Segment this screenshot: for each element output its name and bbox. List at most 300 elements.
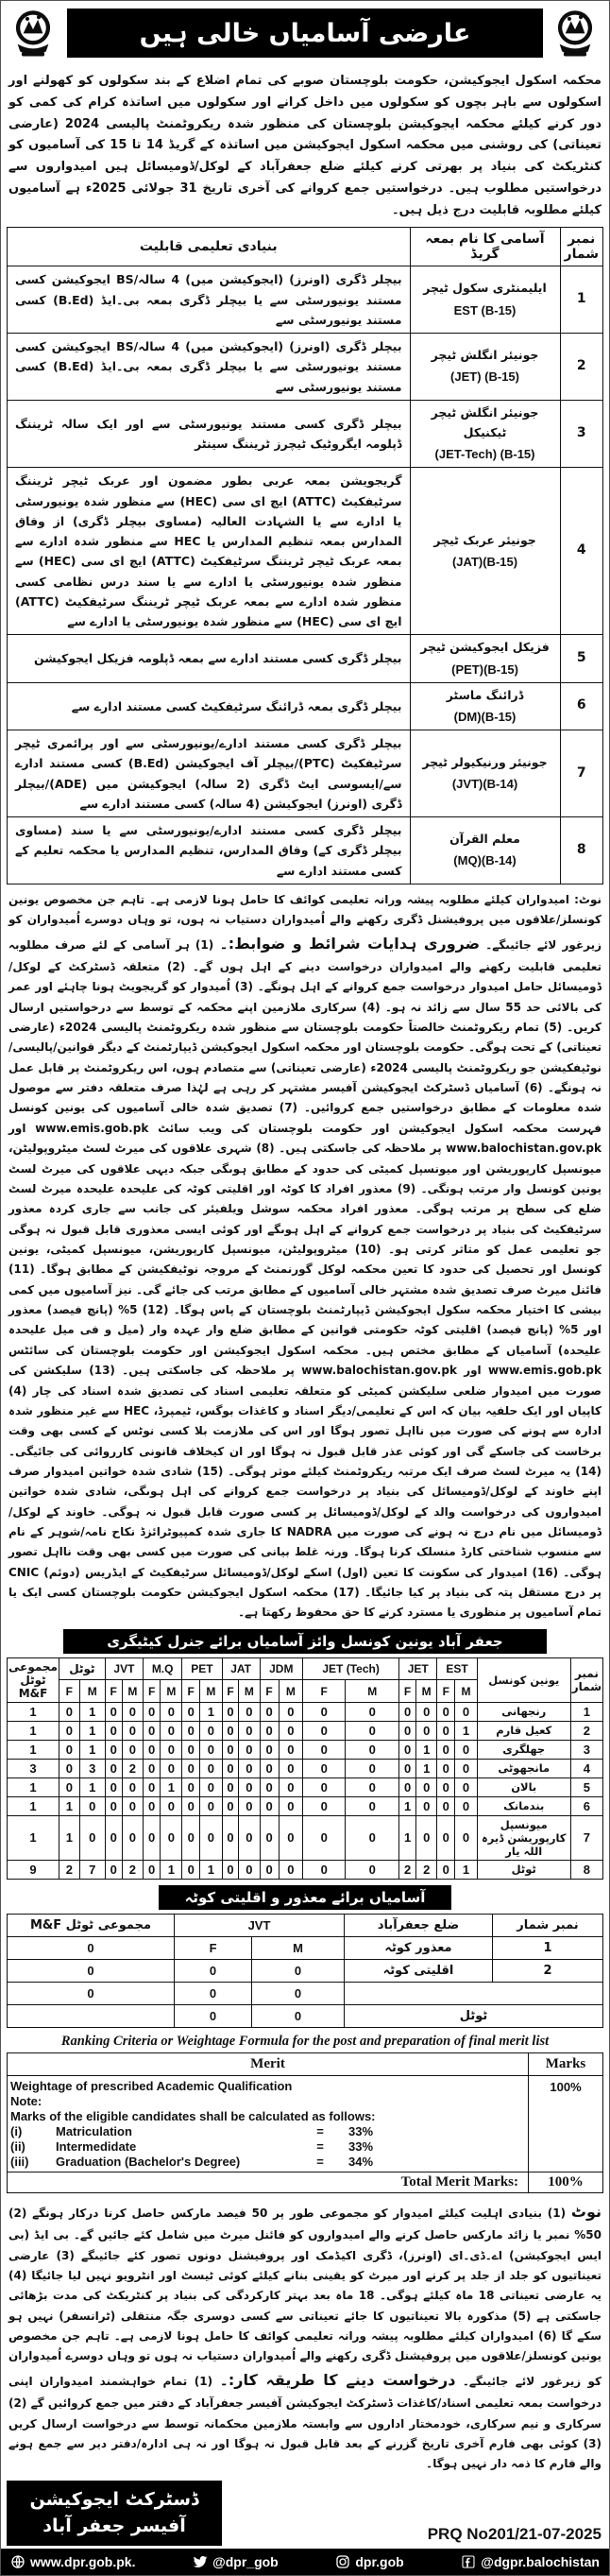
merit-item-no: (iii) <box>10 2154 29 2169</box>
uc-table-cell: 0 <box>144 1740 161 1759</box>
quota-label: معذور کوٹہ <box>345 1936 493 1959</box>
uc-table-cell: 1 <box>8 1721 59 1740</box>
uc-table-cell: 0 <box>437 1759 455 1777</box>
uc-table-cell: 0 <box>437 1702 455 1721</box>
post-name-cell <box>410 334 560 401</box>
uc-table-cell: 1 <box>455 1721 478 1740</box>
uc-table-cell: 0 <box>239 1721 260 1740</box>
uc-table-cell: 0 <box>346 1777 399 1796</box>
post-name-cell <box>410 730 560 817</box>
merit-details <box>8 2075 529 2172</box>
uc-table-cell: 0 <box>455 1759 478 1777</box>
uc-table-cell: 0 <box>59 1740 80 1759</box>
uc-subheader-cell: M <box>346 1680 399 1703</box>
table-row <box>8 1959 603 1982</box>
post-qualification: گریجویشن بمعہ عربی بطور مضمون اور عربک ٹیچر ٹریننگ سرٹیفکیٹ (ATTC) ایچ ای سی (HEC) سے منظور شدہ یونیورسٹی یا ادارے سے یا الشہادت العالیہ (مساوی بیچلر ڈگری) از وفاق المدارس بمعہ تنظیم المدارس یا HEC سے منظور شدہ ادارے سے بمعہ عربک ٹیچر ٹریننگ سرٹیفکیٹ (ATTC) ایچ ای سی (HEC) سے منظور شدہ یونیورسٹی یا ادارے سے یا سند درس نظامی کسی منظور شدہ ادارے سے بمعہ عربک ٹیچر ٹریننگ سرٹیفکیٹ (ATTC) ایچ ای سی (HEC) سے منظور شدہ یونیورسٹی یا ادارے سے <box>8 468 411 635</box>
prq-number: PRQ No201/21-07-2025 <box>427 2524 602 2543</box>
uc-table-cell: 0 <box>399 1702 416 1721</box>
quota-grand: 0 <box>8 1936 175 1959</box>
uc-table-cell: 0 <box>260 1702 279 1721</box>
post-code: (JAT)(B-15) <box>451 554 518 569</box>
merit-item-value: 34% <box>348 2154 374 2169</box>
uc-table-cell: 1 <box>200 1860 223 1879</box>
uc-table-cell: 0 <box>122 1796 143 1815</box>
uc-table-cell: 0 <box>260 1759 279 1777</box>
uc-table-cell: 0 <box>437 1721 455 1740</box>
terms-heading: ضروری ہدایات شرائط و ضوابط:۔ <box>219 934 481 953</box>
table-row <box>8 334 603 401</box>
uc-subheader-cell: M <box>200 1680 223 1703</box>
facebook-link[interactable] <box>461 2554 600 2569</box>
uc-table-cell: 0 <box>455 1702 478 1721</box>
uc-table-cell: 0 <box>122 1815 143 1860</box>
uc-table-cell: 0 <box>415 1796 436 1815</box>
instagram-handle: dpr.gob <box>355 2553 404 2569</box>
uc-table-cell: 0 <box>105 1796 122 1815</box>
merit-item <box>10 2155 525 2169</box>
post-qualification: بیچلر ڈگری کسی مستند ادارے سے بمعہ ڈپلومہ فزیکل ایجوکیشن <box>8 635 411 682</box>
uc-table-cell: 0 <box>182 1702 200 1721</box>
uc-table-cell: 0 <box>161 1759 182 1777</box>
uc-table-cell: 0 <box>437 1815 455 1860</box>
uc-table-cell: 0 <box>303 1815 346 1860</box>
uc-table-cell: 0 <box>260 1815 279 1860</box>
uc-table-cell: 1 <box>8 1740 59 1759</box>
uc-table-cell: 0 <box>239 1702 260 1721</box>
uc-table-cell: 1 <box>161 1860 182 1879</box>
uc-table-cell: 0 <box>200 1815 223 1860</box>
uc-table-cell: 0 <box>399 1759 416 1777</box>
uc-table-cell: 1 <box>570 1702 602 1721</box>
uc-table-cell: 4 <box>570 1759 602 1777</box>
uc-table-cell: 0 <box>144 1721 161 1740</box>
uc-table-cell: 1 <box>59 1796 80 1815</box>
table-row <box>8 1982 603 2004</box>
uc-table-cell: 2 <box>570 1721 602 1740</box>
uc-table-cell: 3 <box>570 1740 602 1759</box>
uc-col-grand <box>8 1657 59 1702</box>
uc-subheader-cell: M <box>455 1680 478 1703</box>
uc-table-row <box>8 1759 603 1777</box>
uc-table-cell: 0 <box>222 1740 239 1759</box>
uc-table-cell: 0 <box>303 1740 346 1759</box>
note-text: امیدواران کیلئے مطلوبہ پیشہ ورانہ تعلیمی کوائف کا حامل ہونا لازمی ہے۔ تاہم جن مخصوص یونین کونسلز/علاقوں میں پروفیشنل ڈگری رکھنے والے اُمیدواران دستیاب نہ ہوں، تو وہاں دوسرے اُمیدواران کو زیرغور لائے جائیںگے۔ <box>8 892 602 952</box>
uc-table-cell: 0 <box>346 1721 399 1740</box>
uc-table-row <box>8 1860 603 1879</box>
uc-table-cell: کعیل قارم <box>477 1721 570 1740</box>
terms-paragraph <box>8 890 602 1623</box>
uc-table-cell: 0 <box>399 1721 416 1740</box>
uc-table-cell: 6 <box>570 1796 602 1815</box>
uc-table-cell: 0 <box>415 1702 436 1721</box>
uc-col-post: JAT <box>222 1657 260 1680</box>
table-row <box>8 682 603 730</box>
header <box>7 5 603 65</box>
twitter-icon <box>193 2554 208 2569</box>
facebook-icon <box>461 2554 476 2569</box>
quota-total-f: 0 <box>175 2004 252 2027</box>
ranking-criteria-line: Ranking Criteria or Weightage Formula for the post and preparation of final merit list <box>60 2033 550 2049</box>
merit-item <box>10 2139 525 2154</box>
twitter-link[interactable] <box>193 2554 279 2569</box>
quota-m: M <box>252 1936 345 1959</box>
uc-table-row <box>8 1815 603 1860</box>
quota-m: 0 <box>252 1982 345 2004</box>
uc-table-cell: 0 <box>122 1721 143 1740</box>
instagram-link[interactable] <box>335 2554 403 2569</box>
merit-item-eq: = <box>316 2154 324 2169</box>
post-name: جونیئر عربک ٹیچر <box>433 532 536 547</box>
uc-table-cell: 2 <box>399 1860 416 1879</box>
uc-table-cell: 0 <box>303 1860 346 1879</box>
merit-col-merit: Merit <box>8 2052 529 2075</box>
uc-table-cell: 0 <box>200 1721 223 1740</box>
uc-table-cell: 5 <box>570 1777 602 1796</box>
uc-table-cell: 0 <box>161 1796 182 1815</box>
post-name: جونیئر ورنیکیولر ٹیچر <box>422 754 548 769</box>
signature-line2: آفیسر جعفر آباد <box>42 2516 186 2537</box>
uc-table-cell: 0 <box>346 1759 399 1777</box>
uc-col-post: M.Q <box>144 1657 182 1680</box>
uc-table-cell: 0 <box>144 1796 161 1815</box>
uc-table-cell: 0 <box>222 1702 239 1721</box>
bottom-note-text: (1) بنیادی اہلیت کیلئے امیدوار کو مجموعی طور پر 50 فیصد مارکس حاصل کرنا درکار ہونگے (2) 50% نمبر یا زائد مارکس حاصل کرنے والے امیدواروں کو فائنل میرٹ میں شامل کئے جائیں گے۔ بی ایڈ (بی ایس ایجوکیشن) اے۔ڈی۔ای (اونرز)، ڈگری اکیڈمک اور پروفیشنل دونوں تصور کئے جائیںگے (3) عارضی تعیناتیوں کو جلد از جلد پر کرنے اور میرٹ کو یقینی بنانے کیلئے کوئی ٹیسٹ اور انٹرویو نہیں لیا جائیگا (4) یہ عارضی تعیناتی 18 ماہ کیلئے ہوگی۔ 18 ماہ بعد بہتر کارکردگی کی بنیاد پر کنٹریکٹ کی مدت بڑھائی جاسکتی ہے (5) مذکورہ بالا تعیناتیوں کا جائے تعیناتی سے کسی دوسری جگہ منتقلی (ٹرانسفر) نہیں ہو سکے گا (6) امیدواران کیلئے مطلوبہ پیشہ ورانہ تعلیمی کوائف کا حامل ہونا لازمی ہے۔ تاہم جن مخصوص یونین کونسلز/علاقوں میں پروفیشنل ڈگری رکھنے والے اُمیدواران دستیاب نہ ہوں تو وہاں دوسرے اُمیدواران کو زیرغور لائے جائیںگے۔ <box>8 2206 602 2388</box>
uc-table-cell: 0 <box>105 1777 122 1796</box>
posts-col-post: آسامی کا نام بمعہ گریڈ <box>410 228 560 266</box>
quota-sno: 1 <box>493 1936 603 1959</box>
table-row <box>8 400 603 468</box>
website-text: www.dpr.gob.pk. <box>30 2553 136 2569</box>
uc-table-cell: جھلگری <box>477 1740 570 1759</box>
uc-table-cell: 0 <box>182 1777 200 1796</box>
post-name: فزیکل ایجوکیشن ٹیچر <box>420 640 550 655</box>
uc-table-cell: 0 <box>122 1702 143 1721</box>
uc-col-total: ٹوٹل <box>59 1657 106 1680</box>
uc-table-cell: 0 <box>59 1702 80 1721</box>
uc-col-post: JVT <box>105 1657 143 1680</box>
merit-item-label: Matriculation <box>56 2123 132 2138</box>
uc-table-cell: 0 <box>346 1702 399 1721</box>
uc-table-cell: 1 <box>59 1815 80 1860</box>
uc-table-cell: 0 <box>105 1740 122 1759</box>
posts-header-row <box>8 228 603 266</box>
uc-table-cell: 0 <box>59 1759 80 1777</box>
uc-subheader-cell: M <box>161 1680 182 1703</box>
uc-table-cell: 0 <box>455 1777 478 1796</box>
uc-table-cell: 0 <box>260 1777 279 1796</box>
merit-calc-line: Marks of the eligible candidates shall be calculated as follows: <box>10 2108 376 2123</box>
uc-table-cell: 0 <box>437 1796 455 1815</box>
uc-table-cell: 0 <box>222 1721 239 1740</box>
govt-emblem-right-icon <box>549 5 603 65</box>
uc-table-cell: 0 <box>222 1777 239 1796</box>
uc-table-cell: 0 <box>303 1796 346 1815</box>
uc-table-cell: 0 <box>399 1777 416 1796</box>
uc-table-cell: بالان <box>477 1777 570 1796</box>
uc-table-cell: بندمانک <box>477 1796 570 1815</box>
uc-table-cell: 0 <box>455 1815 478 1860</box>
uc-table-cell: 0 <box>260 1860 279 1879</box>
uc-table-cell: 0 <box>260 1796 279 1815</box>
post-qualification: بیچلر ڈگری بمعہ ڈرائنگ سرٹیفکیٹ کسی مستند ادارے سے <box>8 682 411 730</box>
quota-col-grand: مجموعی ٹوٹل M&F <box>8 1914 175 1936</box>
merit-item <box>10 2124 525 2138</box>
procedure-heading: درخواست دینے کا طریقہ کار:۔ <box>219 2370 456 2389</box>
uc-table-cell: 2 <box>122 1759 143 1777</box>
merit-total-label: Total Merit Marks: <box>8 2172 529 2192</box>
uc-table-cell: 0 <box>279 1740 302 1759</box>
uc-table-cell: 0 <box>279 1777 302 1796</box>
uc-table-cell: 0 <box>59 1777 80 1796</box>
uc-table-cell: 0 <box>182 1759 200 1777</box>
uc-table-cell: 0 <box>161 1740 182 1759</box>
uc-subheader-cell: F <box>144 1680 161 1703</box>
merit-item-label: Intermedidate <box>56 2138 137 2154</box>
uc-table-cell: 7 <box>79 1860 105 1879</box>
uc-table-cell: 0 <box>415 1777 436 1796</box>
uc-table-cell: 0 <box>182 1740 200 1759</box>
post-name: ڈرائنگ ماسٹر <box>446 687 524 702</box>
uc-col-post: PET <box>182 1657 222 1680</box>
uc-table-title: جعفر آباد یونین کونسل وائز آسامیاں برائے جنرل کیٹیگری <box>63 1629 548 1654</box>
uc-table-cell: ٹوٹل <box>477 1860 570 1879</box>
uc-table-cell: 0 <box>79 1796 105 1815</box>
uc-table-cell: 0 <box>161 1815 182 1860</box>
uc-table-cell: 0 <box>415 1721 436 1740</box>
post-name-cell <box>410 468 560 635</box>
uc-table-cell: میونسپل کارپوریشن ڈیرہ اللہ یار <box>477 1815 570 1860</box>
uc-table-cell: 3 <box>79 1759 105 1777</box>
union-council-table <box>7 1657 603 1880</box>
post-sno: 7 <box>560 730 602 817</box>
post-name: جونیئر انگلش ٹیچر <box>431 348 539 363</box>
uc-col-post: JDM <box>260 1657 303 1680</box>
uc-table-row <box>8 1796 603 1815</box>
twitter-handle: @dpr_gob <box>212 2553 279 2569</box>
globe-icon <box>10 2554 25 2569</box>
uc-table-cell: 0 <box>161 1702 182 1721</box>
uc-table-cell: 1 <box>79 1777 105 1796</box>
uc-table-cell: 0 <box>455 1796 478 1815</box>
uc-table-cell: 9 <box>8 1860 59 1879</box>
quota-table-title: آسامیاں برائے معذور و اقلیتی کوٹہ <box>159 1885 452 1910</box>
post-name: معلم القرآن <box>449 832 520 847</box>
uc-table-cell: 0 <box>161 1721 182 1740</box>
prq-block <box>426 2523 603 2546</box>
uc-table-row <box>8 1740 603 1759</box>
uc-subheader-cell: M <box>122 1680 143 1703</box>
uc-subheader-cell: F <box>105 1680 122 1703</box>
uc-table-cell: 0 <box>260 1740 279 1759</box>
uc-subheader-cell: M <box>415 1680 436 1703</box>
post-sno: 3 <box>560 400 602 468</box>
post-code: (JET-Tech) (B-15) <box>434 447 535 462</box>
uc-table-cell: 0 <box>303 1777 346 1796</box>
uc-table-cell: 0 <box>346 1860 399 1879</box>
merit-note-label: Note: <box>10 2093 42 2108</box>
post-sno: 8 <box>560 817 602 884</box>
uc-table-cell: 1 <box>399 1815 416 1860</box>
uc-table-cell: 1 <box>79 1721 105 1740</box>
quota-blank <box>345 1982 603 2004</box>
uc-table-cell: 0 <box>105 1815 122 1860</box>
uc-table-cell: 1 <box>399 1796 416 1815</box>
uc-subheader-cell: F <box>59 1680 80 1703</box>
table-row <box>8 730 603 817</box>
quota-header-row <box>8 1914 603 1936</box>
uc-table-cell: 0 <box>239 1815 260 1860</box>
post-sno: 5 <box>560 635 602 682</box>
uc-table-cell: 1 <box>8 1815 59 1860</box>
merit-table <box>7 2052 603 2193</box>
uc-table-cell: 1 <box>200 1702 223 1721</box>
bottom-note-label: نوٹ <box>570 2202 602 2221</box>
post-qualification: بیچلر ڈگری کسی مستند ادارے/یونیورسٹی سے یا سند (مساوی بیچلر ڈگری کے) وفاق المدارس، تنظیم المدارس یا محکمہ تعلیم کے کسی مستند ادارے سے <box>8 817 411 884</box>
uc-table-cell: 0 <box>182 1721 200 1740</box>
bottom-note-paragraph <box>8 2199 602 2475</box>
uc-table-cell: 0 <box>182 1796 200 1815</box>
post-name-cell <box>410 400 560 468</box>
uc-subheader-cell: F <box>260 1680 279 1703</box>
post-code: (DM)(B-15) <box>453 709 517 724</box>
uc-table-cell: 0 <box>79 1815 105 1860</box>
uc-table-cell: 0 <box>455 1740 478 1759</box>
quota-total-grand <box>8 2004 175 2027</box>
uc-table-cell: 2 <box>415 1860 436 1879</box>
table-row <box>8 817 603 884</box>
uc-table-cell: 0 <box>346 1815 399 1860</box>
uc-subheader-cell: F <box>222 1680 239 1703</box>
merit-marks-value: 100% <box>529 2075 603 2172</box>
uc-table-cell: 0 <box>239 1860 260 1879</box>
uc-table-cell: 0 <box>415 1815 436 1860</box>
uc-table-cell: 1 <box>8 1702 59 1721</box>
uc-table-cell: 0 <box>239 1777 260 1796</box>
uc-col-post: JET (Tech) <box>303 1657 399 1680</box>
uc-table-cell: 1 <box>8 1777 59 1796</box>
uc-subheader-cell: M <box>279 1680 302 1703</box>
uc-table-cell: 3 <box>8 1759 59 1777</box>
uc-table-cell: 0 <box>346 1740 399 1759</box>
merit-item-no: (ii) <box>10 2138 25 2154</box>
uc-table-cell: 1 <box>161 1777 182 1796</box>
terms-text: (1) ہر آسامی کے لئے صرف مطلوبہ تعلیمی قابلیت رکھنے والے امیدواران درخواست دینے کے اہل ہوں گے۔ (2) متعلقہ ڈسٹرکٹ کے لوکل/ڈومیسائل حامل امیدوار درخواست جمع کروانے کے اہل ہونگے۔ (3) اُمیدوار کو گریجویٹ ہونا چاہئے اور عمر کی بالائی حد 55 سال سے زائد نہ ہو۔ (4) سرکاری ملازمین اپنے محکمہ کے توسط سے درخواستیں ارسال کریں۔ (5) تمام ریکروٹمنٹ خالصتاً حکومت بلوچستان سے منظور شدہ ریکروٹمنٹ پالیسی 2024ء (عارضی تعیناتی) کے تحت ہوگی۔ حکومت بلوچستان اور محکمہ اسکول ایجوکیشن ڈیپارٹمنٹ کے دیگر قوانین/پالیسی/نوٹیفکیشن جو ریکروٹمنٹ پالیسی 2024ء (عارضی تعیناتی) سے متصادم ہوں، اس ریکروٹمنٹ پر قابل عمل نہ ہونگے۔ (6) آسامیاں ڈسٹرکٹ ایجوکیشن آفیسر مشتہر کر رہی ہے لہٰذا صرف متعلقہ دفتر سے موصول شدہ معلومات کے مطابق درخواستیں جمع کروائیں۔ (7) تصدیق شدہ خالی آسامیوں کی یونین کونسل فہرست محکمہ اسکول ایجوکیشن اور حکومت بلوچستان کی ویب سائٹ www.emis.gob.pk اور www.balochistan.gov.pk پر ملاحظہ کی جاسکتی ہیں۔ (8) شہری علاقوں کی میرٹ لسٹ میٹروپولیٹن، میونسپل کارپوریشن اور میونسپل کمیٹی کی حدود کے مطابق ہوںگی جبکہ دیہی علاقوں کی میرٹ لسٹ یونین کونسل وار مرتب ہونگی۔ (9) معذور افراد کا کوٹہ اور اقلیتی کوٹہ کی علیحدہ علیحدہ میرٹ لسٹ ضلع کی سطح پر مرتب ہوگی۔ معذور افراد محکمہ سوشل ویلفیئر کی جانب سے جاری کردہ معذور سرٹیفکیٹ کی بنیاد پر درخواست جمع کروانے کے اہل ہوںگے اور کوئی ایسی معذوری قابل قبول نہ ہوگی جو تعلیمی عمل کو متاثر کرتی ہو۔ (10) میٹروپولیٹن، میونسپل کارپوریشن، میونسپل کمیٹی، یونین کونسل اور تحصیل کی حدود کا تعین محکمہ لوکل گورنمنٹ کے مروجہ نوٹیفکیشن کے مطابق ہوگا۔ (11) فائنل میرٹ صرف تصدیق شدہ مشتہر خالی آسامیوں کے مطابق مرتب کی جائے گی۔ نیز آسامیوں میں کمی بیشی کا اختیار محکمہ سکول ایجوکیشن ڈیپارٹمنٹ بلوچستان کے پاس ہوگا۔ (12) 5% (پانچ فیصد) معذور اور 5% (پانچ فیصد) اقلیتی کوٹہ حکومتی قوانین کے مطابق ضلع وار عہدہ وار (میل و فی میل علیحدہ علیحدہ) آسامیاں کے مطابق مختص ہیں۔ محکمہ اسکول ایجوکیشن اور حکومت بلوچستان کی سائٹس www.emis.gob.pk اور www.balochistan.gov.pk پر ملاحظہ کی جاسکتی ہیں۔ (13) سلیکشن کی صورت میں امیدوار ضلعی سلیکشن کمیٹی کو متعلقہ تعلیمی اسناد کی تصدیق شدہ اسناد کی چار (4) کاپیاں اور ایک حلفیہ بیان کہ اس کے تعلیمی/دیگر اسناد و کاغذات بوگس، ٹیمپرڈ، HEC سے غیر منظور شدہ ادارہ سے ہونے کی صورت میں نااہل تصور ہوگا اور اس کی ملازمت بلا کسی نوٹس کے کسی بھی وقت برخاست کی جاسکے گی اور کوئی عذر قابل قبول نہ ہوگا اور ان کیخلاف قانونی کارروائی کی جائیگی۔ (14) یہ میرٹ لسٹ صرف ایک مرتبہ ریکروٹمنٹ کیلئے موثر ہوگی۔ (15) شادی شدہ خواتین امیدوار صرف اپنے خاوند کے لوکل/ڈومیسائل کی بنیاد پر درخواست جمع کروانے کی اہل ہوںگی، شادی شدہ خواتین امیدواروں کی درخواست والد کے لوکل/ڈومیسائل پر کسی صورت قابل قبول نہ ہوگی۔ خاوند کے لوکل/ڈومیسائل میں نام درج نہ ہونے کی صورت میں NADRA کا جاری شدہ کمپیوٹرائزڈ نکاح نامہ/شوہر کے نام سے منسوب شناختی کارڈ منسلک کرنا ہوگا۔ ورنہ غلط بیانی کی صورت میں کسی بھی وقت نااہل تصور ہوگی۔ (16) امیدوار کی سکونت کا تعین (اول) اسکے لوکل/ڈومیسائل سرٹیفکیٹ کے ایڈریس (دوئم) CNIC پر درج مستقل پتہ کی بنیاد پر کیا جائیگا۔ (17) محکمہ اسکول ایجوکیشن حکومت بلوچستان کسی ایک یا تمام آسامیوں پر منظوری یا مسترد کرنے کا حق محفوظ رکھتا ہے۔ <box>8 937 602 1620</box>
uc-table-cell: 0 <box>260 1721 279 1740</box>
table-row <box>8 468 603 635</box>
uc-table-cell: 0 <box>239 1796 260 1815</box>
uc-table-cell: 0 <box>105 1860 122 1879</box>
post-code: (PET)(B-15) <box>451 661 518 677</box>
posts-col-qualification: بنیادی تعلیمی قابلیت <box>8 228 411 266</box>
uc-table-cell: 0 <box>303 1759 346 1777</box>
quota-col-district: ضلع جعفرآباد <box>345 1914 493 1936</box>
uc-subheader-cell: F <box>399 1680 416 1703</box>
uc-table-cell: رنجھانی <box>477 1702 570 1721</box>
uc-table-cell: 0 <box>303 1702 346 1721</box>
signature-block <box>7 2481 222 2546</box>
quota-total-row <box>8 2004 603 2027</box>
merit-weightage-line: Weightage of prescribed Academic Qualification <box>10 2078 293 2093</box>
post-name: جونیئر انگلش ٹیچر ٹیکنیکل <box>431 404 539 439</box>
post-code: (JET) (B-15) <box>450 369 519 385</box>
uc-table-cell: 0 <box>144 1702 161 1721</box>
uc-col-name: یونین کونسل <box>477 1657 570 1702</box>
uc-table-cell: 0 <box>59 1721 80 1740</box>
uc-table-cell: 2 <box>122 1860 143 1879</box>
uc-table-cell: 7 <box>570 1815 602 1860</box>
quota-col-jvt: JVT <box>175 1914 345 1936</box>
post-name-cell <box>410 817 560 884</box>
post-code: EST (B-15) <box>453 302 517 318</box>
table-row <box>8 266 603 334</box>
uc-table-cell: 0 <box>279 1815 302 1860</box>
merit-item-value: 33% <box>348 2123 374 2138</box>
quota-f: F <box>175 1936 252 1959</box>
signature-row <box>7 2481 603 2546</box>
uc-table-cell: 0 <box>437 1777 455 1796</box>
uc-col-grand-line2: ٹوٹل M&F <box>18 1673 48 1700</box>
uc-table-cell: 0 <box>200 1759 223 1777</box>
uc-table-cell: 0 <box>144 1860 161 1879</box>
uc-table-cell: 0 <box>144 1777 161 1796</box>
uc-table-cell: 0 <box>200 1777 223 1796</box>
uc-table-cell: 8 <box>570 1860 602 1879</box>
uc-col-grand-line1: مجموعی <box>8 1659 58 1674</box>
uc-table-cell: 0 <box>303 1721 346 1740</box>
merit-header-row <box>8 2052 603 2075</box>
uc-table-cell: 0 <box>105 1702 122 1721</box>
uc-table-cell: 1 <box>79 1740 105 1759</box>
uc-subheader-cell: M <box>79 1680 105 1703</box>
post-name-cell <box>410 682 560 730</box>
quota-col-sno: نمبر شمار <box>493 1914 603 1936</box>
uc-table-cell: 0 <box>239 1740 260 1759</box>
posts-col-sno: نمبر شمار <box>560 228 602 266</box>
quota-grand: 0 <box>8 1982 175 2004</box>
posts-table <box>7 227 603 884</box>
uc-table-cell: مانجھوٹی <box>477 1759 570 1777</box>
merit-body-row <box>8 2075 603 2172</box>
uc-table-cell: 0 <box>122 1777 143 1796</box>
uc-col-post: EST <box>437 1657 477 1680</box>
post-qualification: بیچلر ڈگری کسی مستند ادارے/یونیورسٹی سے اور پرائمری ٹیچر سرٹیفکیٹ (PTC)/بیچلر آف ایجوکیشن (B.Ed) کسی مستند ادارے سے/ایسوسی ایٹ ڈگری (2 سالہ) ایجوکیشن میں (ADE)/بیچلر ڈگری (اونرز) ایجوکیشن (4 سالہ) کسی مستند ادارے سے <box>8 730 411 817</box>
instagram-icon <box>335 2554 350 2569</box>
quota-sno: 2 <box>493 1959 603 1982</box>
signature-line1: ڈسٹرکٹ ایجوکیشن <box>29 2488 199 2510</box>
quota-f: 0 <box>175 1982 252 2004</box>
uc-table-cell: 0 <box>239 1759 260 1777</box>
post-sno: 1 <box>560 266 602 334</box>
uc-table-cell: 0 <box>399 1740 416 1759</box>
intro-paragraph: محکمہ اسکول ایجوکیشن، حکومت بلوچستان صوبے کی تمام اضلاع کے بند سکولوں کو کھولنے اور اسکولوں سے باہر بچوں کو سکولوں میں داخل کرانے اور سکولوں میں اساتذہ کرام کی کمی کو دور کرنے کیلئے محکمہ ایجوکیشن بلوچستان کی منظور شدہ ریکروٹمنٹ پالیسی 2024 (عارضی تعیناتی) کی روشنی میں محکمہ اسکول ایجوکیشن میں اساتذہ کے گریڈ 14 تا 15 کی آسامیوں کو کنٹریکٹ کی بنیاد پر بھرتی کرنے کیلئے ضلع جعفرآباد کے لوکل/ڈومیسائل ہیں امیدواروں سے درخواستیں مطلوب ہیں۔ درخواستیں جمع کروانے کی آخری تاریخ 31 جولائی 2025ء ہے آسامیوں کیلئے مطلوبہ قابلیت درج ذیل ہیں۔ <box>8 74 602 217</box>
uc-table-cell: 0 <box>200 1796 223 1815</box>
uc-table-cell: 0 <box>346 1796 399 1815</box>
post-sno: 6 <box>560 682 602 730</box>
footer-bar <box>1 2549 609 2575</box>
post-name-cell <box>410 266 560 334</box>
uc-table-cell: 0 <box>222 1759 239 1777</box>
post-qualification: بیچلر ڈگری (اونرز) (ایجوکیشن میں) 4 سالہ/BS ایجوکیشن کسی مستند یونیورسٹی سے یا بیچلر ڈگری بمعہ بی۔ایڈ (B.Ed) کسی مستند یونیورسٹی سے <box>8 266 411 334</box>
uc-table-cell: 1 <box>415 1740 436 1759</box>
uc-table-row <box>8 1777 603 1796</box>
post-sno: 4 <box>560 468 602 635</box>
quota-label: اقلیتی کوٹہ <box>345 1959 493 1982</box>
post-name: ایلیمنٹری سکول ٹیچر <box>423 281 547 296</box>
quota-f: 0 <box>175 1959 252 1982</box>
post-qualification: بیچلر ڈگری (اونرز) (ایجوکیشن میں) 4 سالہ/BS ایجوکیشن کسی مستند یونیورسٹی سے یا بیچلر ڈگری بمعہ بی۔ایڈ (B.Ed) کسی مستند یونیورسٹی سے <box>8 334 411 401</box>
uc-subheader-cell: F <box>437 1680 455 1703</box>
website-link[interactable] <box>10 2554 135 2569</box>
